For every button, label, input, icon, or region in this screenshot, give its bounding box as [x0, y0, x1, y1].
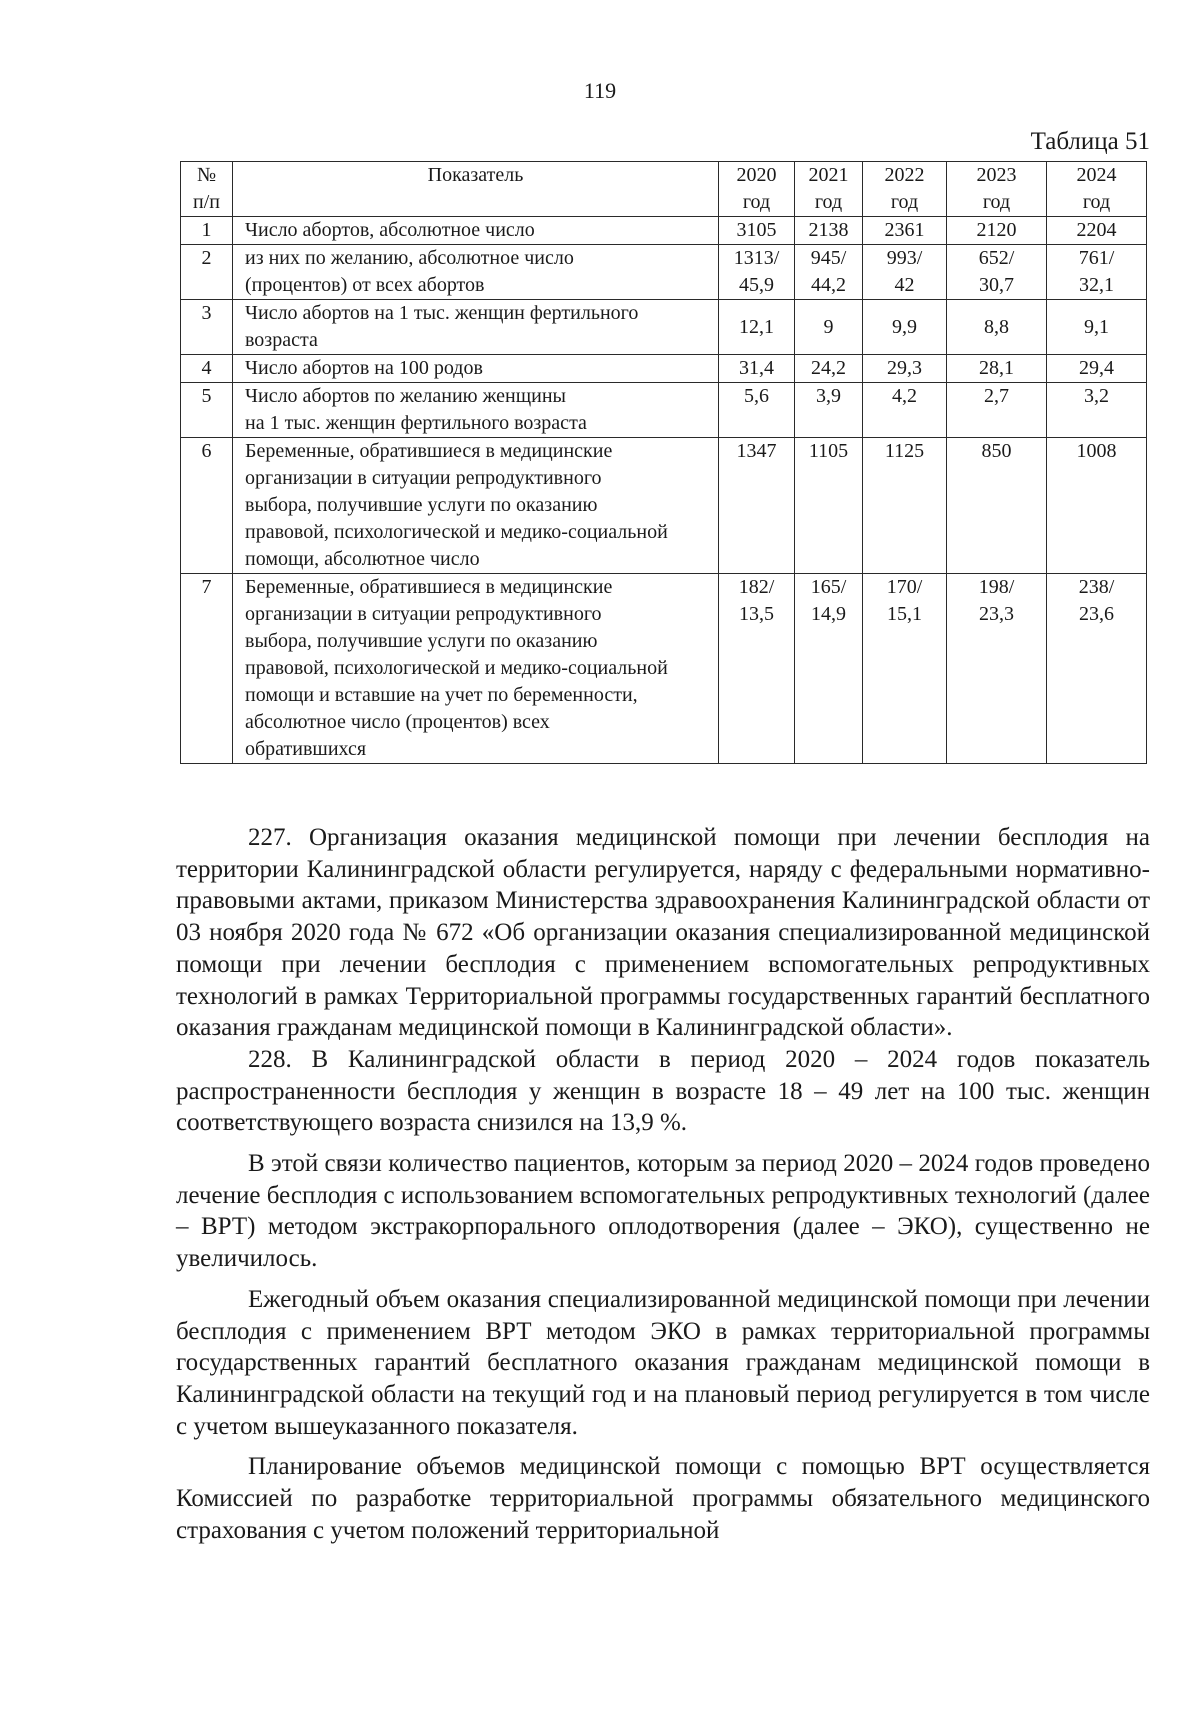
value-line: 5,6 [744, 385, 769, 407]
indicator-line: Число абортов на 100 родов [245, 357, 483, 379]
header-year: 2024 год [1047, 162, 1147, 217]
indicator-line: Число абортов на 1 тыс. женщин фертильного [245, 302, 639, 324]
value-line: 761/ [1078, 247, 1115, 269]
row-number: 5 [181, 383, 233, 438]
value-line: 3,9 [816, 385, 841, 407]
indicator-cell [233, 245, 719, 300]
value-cell [719, 217, 795, 245]
indicator-line: обратившихся [245, 738, 367, 760]
value-cell [947, 245, 1047, 300]
table-row [181, 217, 1147, 245]
indicator-cell [233, 383, 719, 438]
table-row [181, 300, 1147, 355]
value-cell [947, 574, 1047, 764]
value-line: 1313/ [733, 247, 780, 269]
value-line: 3,2 [1084, 385, 1109, 407]
value-line: 170/ [886, 576, 923, 598]
value-line: 2204 [1076, 219, 1117, 241]
value-line: 9,1 [1084, 315, 1109, 338]
value-line: 850 [981, 440, 1012, 462]
indicator-line: помощи, абсолютное число [245, 548, 480, 570]
value-line: 2361 [884, 219, 925, 241]
value-line: 29,3 [887, 357, 922, 379]
value-line: 23,6 [1079, 603, 1114, 625]
header-num-line: п/п [193, 191, 220, 213]
value-cell [1047, 217, 1147, 245]
row-number: 7 [181, 574, 233, 764]
indicator-line: правовой, психологической и медико-социальной [245, 657, 668, 679]
value-cell [1047, 383, 1147, 438]
value-line: 14,9 [811, 603, 846, 625]
value-line: 45,9 [739, 274, 774, 296]
indicator-line: Беременные, обратившиеся в медицинские [245, 440, 613, 462]
header-indicator: Показатель [233, 162, 719, 217]
value-line: 30,7 [979, 274, 1014, 296]
value-line: 3105 [736, 219, 777, 241]
value-cell [863, 355, 947, 383]
value-cell [1047, 355, 1147, 383]
value-cell [719, 574, 795, 764]
statistics-table [180, 161, 1147, 764]
value-cell [1047, 574, 1147, 764]
indicator-cell [233, 300, 719, 355]
table-row [181, 245, 1147, 300]
indicator-line: Число абортов по желанию женщины [245, 385, 566, 407]
value-line: 1125 [884, 440, 925, 462]
value-cell [719, 438, 795, 574]
paragraph: 227. Организация оказания медицинской помощи при лечении бесплодия на территории Калининградской области регулируется, наряду с федеральными нормативно-правовыми актами, приказом Министерства здравоохранения Калининградской области от 03 ноября 2020 года № 672 «Об организации оказания специализированной медицинской помощи при лечении бесплодия с применением вспомогательных репродуктивных технологий в рамках Территориальной программы государственных гарантий бесплатного оказания гражданам медицинской помощи в Калининградской области». [176, 824, 1150, 1042]
value-line: 23,3 [979, 603, 1014, 625]
value-line: 182/ [738, 576, 775, 598]
header-year: 2023 год [947, 162, 1047, 217]
value-cell [863, 383, 947, 438]
value-line: 652/ [978, 247, 1015, 269]
value-line: 1347 [736, 440, 777, 462]
indicator-line: выбора, получившие услуги по оказанию [245, 630, 598, 652]
value-line: 8,8 [984, 315, 1009, 338]
value-line: 31,4 [739, 357, 774, 379]
row-number: 1 [181, 217, 233, 245]
paragraph: Планирование объемов медицинской помощи с помощью ВРТ осуществляется Комиссией по разработке территориальной программы обязательного медицинского страхования с учетом положений территориальной [176, 1453, 1150, 1544]
value-cell [795, 355, 863, 383]
value-cell [795, 438, 863, 574]
table-row [181, 438, 1147, 574]
table-caption: Таблица 51 [1030, 128, 1150, 155]
value-cell [1047, 438, 1147, 574]
indicator-line: возраста [245, 329, 318, 351]
value-cell [863, 245, 947, 300]
value-line: 165/ [810, 576, 847, 598]
indicator-line: помощи и вставшие на учет по беременности, [245, 684, 638, 706]
value-line: 4,2 [892, 385, 917, 407]
header-year: 2021 год [795, 162, 863, 217]
indicator-line: организации в ситуации репродуктивного [245, 603, 602, 625]
value-line: 42 [894, 274, 915, 296]
indicator-line: правовой, психологической и медико-социальной [245, 521, 668, 543]
value-line: 15,1 [887, 603, 922, 625]
value-cell [947, 217, 1047, 245]
value-cell [863, 300, 947, 355]
indicator-line: выбора, получившие услуги по оказанию [245, 494, 598, 516]
indicator-cell [233, 355, 719, 383]
header-year: 2020 год [719, 162, 795, 217]
value-line: 44,2 [811, 274, 846, 296]
value-cell [863, 438, 947, 574]
value-line: 2120 [976, 219, 1017, 241]
value-cell [863, 574, 947, 764]
header-num-line: № [196, 164, 217, 186]
value-cell [795, 217, 863, 245]
value-line: 2,7 [984, 385, 1009, 407]
indicator-line: организации в ситуации репродуктивного [245, 467, 602, 489]
indicator-line: Число абортов, абсолютное число [245, 219, 535, 241]
value-cell [947, 438, 1047, 574]
value-cell [947, 300, 1047, 355]
value-line: 24,2 [811, 357, 846, 379]
row-number: 4 [181, 355, 233, 383]
table-row [181, 383, 1147, 438]
value-line: 32,1 [1079, 274, 1114, 296]
value-cell [795, 383, 863, 438]
value-cell [719, 300, 795, 355]
value-line: 945/ [810, 247, 847, 269]
value-line: 9 [823, 315, 834, 338]
value-cell [947, 355, 1047, 383]
indicator-line: абсолютное число (процентов) всех [245, 711, 550, 733]
table-row [181, 355, 1147, 383]
value-cell [795, 245, 863, 300]
row-number: 2 [181, 245, 233, 300]
value-cell [1047, 300, 1147, 355]
header-num [181, 162, 233, 217]
indicator-cell [233, 438, 719, 574]
paragraph: 228. В Калининградской области в период 2020 – 2024 годов показатель распространенности бесплодия у женщин в возрасте 18 – 49 лет на 100 тыс. женщин соответствующего возраста снизился на 13,9 %. [176, 1045, 1150, 1137]
indicator-cell [233, 217, 719, 245]
value-cell [863, 217, 947, 245]
value-cell [795, 574, 863, 764]
row-number: 6 [181, 438, 233, 574]
table-header-row [181, 162, 1147, 217]
value-cell [795, 300, 863, 355]
row-number: 3 [181, 300, 233, 355]
indicator-line: на 1 тыс. женщин фертильного возраста [245, 412, 587, 434]
value-cell [947, 383, 1047, 438]
paragraph: Ежегодный объем оказания специализированной медицинской помощи при лечении бесплодия с применением ВРТ методом ЭКО в рамках территориальной программы государственных гарантий бесплатного оказания гражданам медицинской помощи в Калининградской области на текущий год и на плановый период регулируется в том числе с учетом вышеуказанного показателя. [176, 1285, 1150, 1440]
value-line: 12,1 [739, 315, 774, 338]
indicator-line: из них по желанию, абсолютное число [245, 247, 574, 269]
value-line: 198/ [978, 576, 1015, 598]
body-text [176, 822, 1150, 1546]
indicator-line: Беременные, обратившиеся в медицинские [245, 576, 613, 598]
page-number: 119 [583, 78, 617, 103]
indicator-line: (процентов) от всех абортов [245, 274, 485, 296]
indicator-cell [233, 574, 719, 764]
value-cell [719, 245, 795, 300]
value-cell [719, 355, 795, 383]
header-year: 2022 год [863, 162, 947, 217]
value-line: 238/ [1078, 576, 1115, 598]
value-line: 29,4 [1079, 357, 1114, 379]
value-line: 13,5 [739, 603, 774, 625]
value-line: 1008 [1076, 440, 1117, 462]
value-cell [1047, 245, 1147, 300]
paragraph: В этой связи количество пациентов, которым за период 2020 – 2024 годов проведено лечение бесплодия с использованием вспомогательных репродуктивных технологий (далее – ВРТ) методом экстракорпорального оплодотворения (далее – ЭКО), существенно не увеличилось. [176, 1150, 1150, 1273]
value-cell [719, 383, 795, 438]
table-row [181, 574, 1147, 764]
value-line: 1105 [808, 440, 849, 462]
value-line: 993/ [886, 247, 923, 269]
value-line: 9,9 [892, 315, 917, 338]
value-line: 2138 [808, 219, 849, 241]
value-line: 28,1 [979, 357, 1014, 379]
